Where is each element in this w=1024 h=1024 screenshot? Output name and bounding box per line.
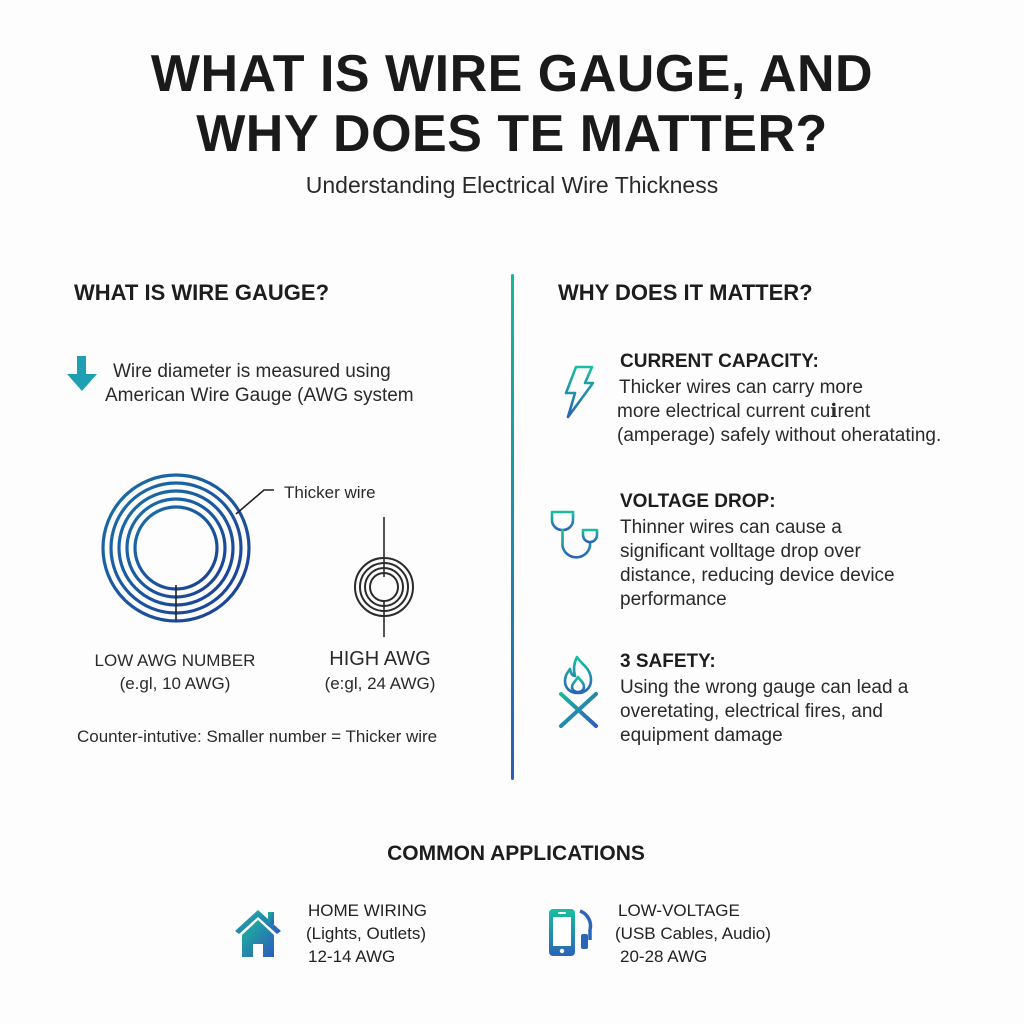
thin-wire-diagram bbox=[340, 515, 430, 640]
high-awg-example: (e:gl, 24 AWG) bbox=[324, 674, 436, 693]
plug-icon bbox=[548, 500, 604, 572]
low-voltage-range: 20-28 AWG bbox=[620, 947, 708, 966]
current-capacity-title: CURRENT CAPACITY: bbox=[620, 351, 819, 372]
intro-line-1: Wire diameter is measured using bbox=[113, 361, 391, 382]
left-section-heading: WHAT IS WIRE GAUGE? bbox=[74, 280, 330, 305]
counter-intuitive-note: Counter-intutive: Smaller number = Thicker wire bbox=[77, 727, 438, 746]
current-capacity-line-3: (amperage) safely without oheratating. bbox=[617, 425, 942, 446]
low-voltage-title: LOW-VOLTAGE bbox=[618, 901, 740, 920]
fire-hazard-icon bbox=[556, 654, 602, 730]
right-section-heading: WHY DOES IT MATTER? bbox=[558, 280, 813, 305]
voltage-drop-line-2: significant volltage drop over bbox=[620, 541, 861, 562]
safety-line-2: overetating, electrical fires, and bbox=[620, 701, 883, 722]
low-voltage-detail: (USB Cables, Audio) bbox=[615, 924, 771, 943]
intro-line-2: American Wire Gauge (AWG system bbox=[105, 385, 414, 406]
voltage-drop-title: VOLTAGE DROP: bbox=[620, 491, 776, 512]
thicker-wire-callout: Thicker wire bbox=[284, 483, 376, 502]
safety-title: 3 SAFETY: bbox=[620, 651, 716, 672]
column-divider bbox=[511, 274, 514, 780]
safety-line-3: equipment damage bbox=[620, 725, 783, 746]
high-awg-label: HIGH AWG bbox=[329, 648, 431, 670]
page-title-line-2: WHY DOES TE MATTER? bbox=[196, 105, 828, 163]
home-wiring-title: HOME WIRING bbox=[308, 901, 427, 920]
voltage-drop-line-4: performance bbox=[620, 589, 727, 610]
arrow-down-icon bbox=[64, 354, 100, 394]
home-wiring-range: 12-14 AWG bbox=[308, 947, 396, 966]
house-icon bbox=[232, 906, 284, 958]
lightning-bolt-icon bbox=[560, 364, 596, 420]
safety-line-1: Using the wrong gauge can lead a bbox=[620, 677, 909, 698]
home-wiring-detail: (Lights, Outlets) bbox=[306, 924, 426, 943]
current-capacity-line-2: more electrical current cuℹrent bbox=[617, 401, 871, 422]
page-title-line-1: WHAT IS WIRE GAUGE, AND bbox=[150, 45, 874, 103]
page-subtitle: Understanding Electrical Wire Thickness bbox=[305, 172, 719, 198]
current-capacity-line-1: Thicker wires can carry more bbox=[619, 377, 863, 398]
voltage-drop-line-1: Thinner wires can cause a bbox=[620, 517, 842, 538]
applications-heading: COMMON APPLICATIONS bbox=[387, 842, 645, 865]
low-awg-label: LOW AWG NUMBER bbox=[94, 651, 256, 670]
voltage-drop-line-3: distance, reducing device device bbox=[620, 565, 895, 586]
low-awg-example: (e.gl, 10 AWG) bbox=[119, 674, 231, 693]
phone-headphones-icon bbox=[546, 906, 596, 958]
